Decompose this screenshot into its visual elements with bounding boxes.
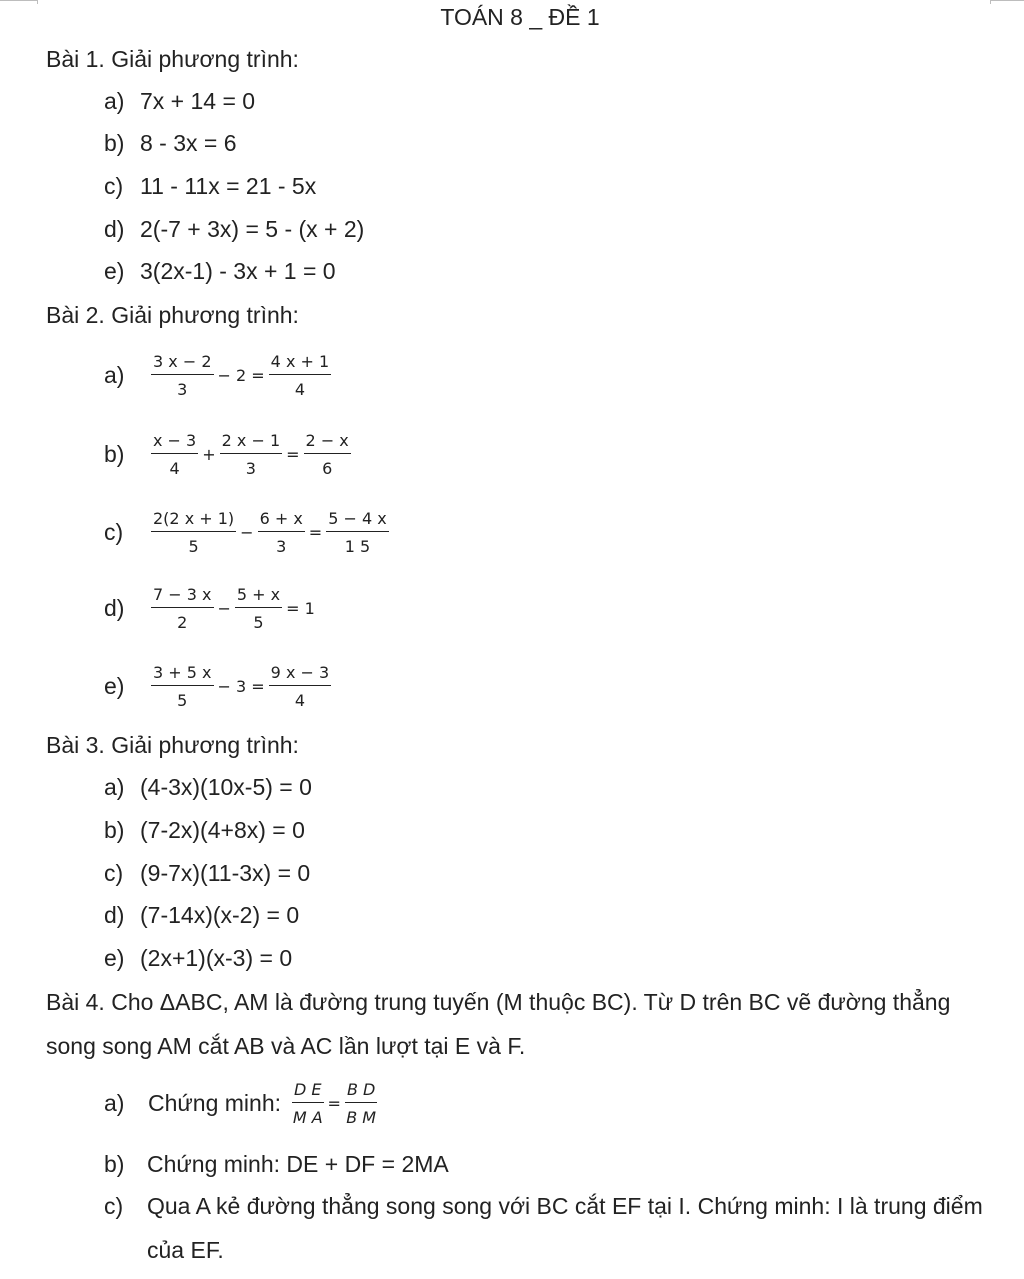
item-label: a): [104, 1089, 125, 1116]
item-label: c): [104, 518, 124, 545]
numerator: 3 + 5 x: [151, 663, 214, 686]
bai4-item-c: [104, 1184, 994, 1272]
bai3-item-a: [104, 772, 312, 802]
fraction: [292, 1080, 324, 1127]
item-label: c): [104, 860, 124, 886]
bai3-heading: Bài 3. Giải phương trình:: [46, 732, 299, 758]
denominator: 2: [177, 612, 188, 632]
fraction-equation: [148, 585, 316, 632]
denominator: 4: [169, 458, 180, 478]
equation: 3(2x-1) - 3x + 1 = 0: [140, 258, 336, 284]
denominator: 5: [253, 612, 264, 632]
item-label: e): [104, 672, 125, 699]
fraction-equation: [148, 663, 334, 710]
denominator: 6: [322, 458, 333, 478]
denominator: B M: [346, 1107, 377, 1127]
bai4-item-a: [104, 1068, 380, 1138]
item-label: e): [104, 258, 125, 284]
item-label: b): [104, 817, 125, 843]
bai4-intro: Bài 4. Cho ΔABC, AM là đường trung tuyến (M thuộc BC). Từ D trên BC vẽ đường thẳng song song AM cắt AB và AC lần lượt tại E và F.: [46, 989, 951, 1059]
item-label: c): [104, 1193, 124, 1219]
proof-statement: [148, 1080, 380, 1127]
numerator: 5 + x: [235, 585, 282, 608]
bai1-item-b: [104, 128, 237, 158]
bai3-item-c: [104, 858, 310, 888]
bai3-item-e: [104, 943, 292, 973]
ratio-equation: [289, 1080, 380, 1127]
fraction: [151, 585, 214, 632]
denominator: 1 5: [344, 536, 371, 556]
item-label: a): [104, 774, 125, 800]
equation: (7-2x)(4+8x) = 0: [140, 817, 305, 843]
equation: 2(-7 + 3x) = 5 - (x + 2): [140, 216, 365, 242]
operator: −: [217, 598, 231, 618]
equation: (9-7x)(11-3x) = 0: [140, 860, 311, 886]
operator: =: [308, 522, 323, 542]
equation: (4-3x)(10x-5) = 0: [140, 774, 312, 800]
numerator: 7 − 3 x: [151, 585, 214, 608]
bai4-item-b: [104, 1142, 994, 1186]
fraction: [151, 663, 214, 710]
page-corner-mark-left: [0, 0, 38, 1]
fraction: [151, 509, 236, 556]
fraction: [235, 585, 282, 632]
item-label: d): [104, 902, 125, 928]
fraction-equation: [148, 509, 392, 556]
proof-text: Chứng minh:: [148, 1089, 282, 1116]
operator: =: [286, 444, 300, 464]
denominator: M A: [292, 1107, 323, 1127]
numerator: 2 x − 1: [220, 431, 283, 454]
numerator: x − 3: [151, 431, 198, 454]
page-title: TOÁN 8 _ ĐỀ 1: [440, 4, 600, 30]
bai2-item-a: [104, 340, 334, 410]
bai1-item-a: [104, 86, 255, 116]
fraction: [269, 663, 332, 710]
numerator: D E: [292, 1080, 324, 1103]
fraction: [258, 509, 305, 556]
numerator: 3 x − 2: [151, 352, 214, 375]
item-label: b): [104, 130, 125, 156]
item-label: b): [104, 1151, 125, 1177]
bai1-item-e: [104, 256, 336, 286]
fraction: [345, 1080, 377, 1127]
item-label: d): [104, 594, 125, 621]
bai1-item-c: [104, 171, 316, 201]
item-label: e): [104, 945, 125, 971]
equation: 7x + 14 = 0: [140, 88, 256, 114]
bai2-item-b: [104, 419, 354, 489]
fraction-equation: [148, 431, 354, 478]
bai2-item-d: [104, 573, 316, 643]
equation: (7-14x)(x-2) = 0: [140, 902, 300, 928]
item-label: b): [104, 440, 125, 467]
fraction-equation: [148, 352, 334, 399]
bai1-heading: Bài 1. Giải phương trình:: [46, 46, 299, 72]
item-label: d): [104, 216, 125, 242]
equation: 11 - 11x = 21 - 5x: [140, 173, 317, 199]
equation: (2x+1)(x-3) = 0: [140, 945, 293, 971]
denominator: 5: [177, 690, 188, 710]
operator: =: [327, 1093, 341, 1113]
operator: = 1: [286, 598, 315, 618]
fraction: [326, 509, 389, 556]
bai2-item-c: [104, 497, 392, 567]
item-label: c): [104, 173, 124, 199]
proof-text: Chứng minh: DE + DF = 2MA: [147, 1151, 449, 1177]
bai2-item-e: [104, 651, 334, 721]
numerator: 2 − x: [304, 431, 351, 454]
numerator: 9 x − 3: [269, 663, 332, 686]
numerator: 4 x + 1: [269, 352, 332, 375]
bai1-item-d: [104, 214, 364, 244]
operator: +: [202, 444, 216, 464]
item-label: a): [104, 88, 125, 114]
denominator: 3: [276, 536, 287, 556]
bai3-item-b: [104, 815, 305, 845]
numerator: B D: [345, 1080, 377, 1103]
denominator: 4: [294, 690, 306, 710]
numerator: 5 − 4 x: [326, 509, 389, 532]
item-label: a): [104, 361, 125, 388]
denominator: 5: [188, 536, 199, 556]
page-corner-mark-right: [990, 0, 1024, 1]
operator: − 3 =: [217, 676, 265, 696]
numerator: 2(2 x + 1): [151, 509, 236, 532]
equation: 8 - 3x = 6: [140, 130, 237, 156]
bai2-heading: Bài 2. Giải phương trình:: [46, 302, 299, 328]
operator: −: [240, 522, 254, 542]
denominator: 4: [294, 379, 306, 399]
fraction: [220, 431, 283, 478]
fraction: [304, 431, 351, 478]
fraction: [269, 352, 332, 399]
fraction: [151, 352, 214, 399]
proof-text: Qua A kẻ đường thẳng song song với BC cắt EF tại I. Chứng minh: I là trung điểm của EF.: [147, 1193, 983, 1263]
numerator: 6 + x: [258, 509, 305, 532]
operator: − 2 =: [217, 365, 265, 385]
denominator: 3: [177, 379, 188, 399]
denominator: 3: [245, 458, 256, 478]
bai3-item-d: [104, 900, 299, 930]
fraction: [151, 431, 198, 478]
